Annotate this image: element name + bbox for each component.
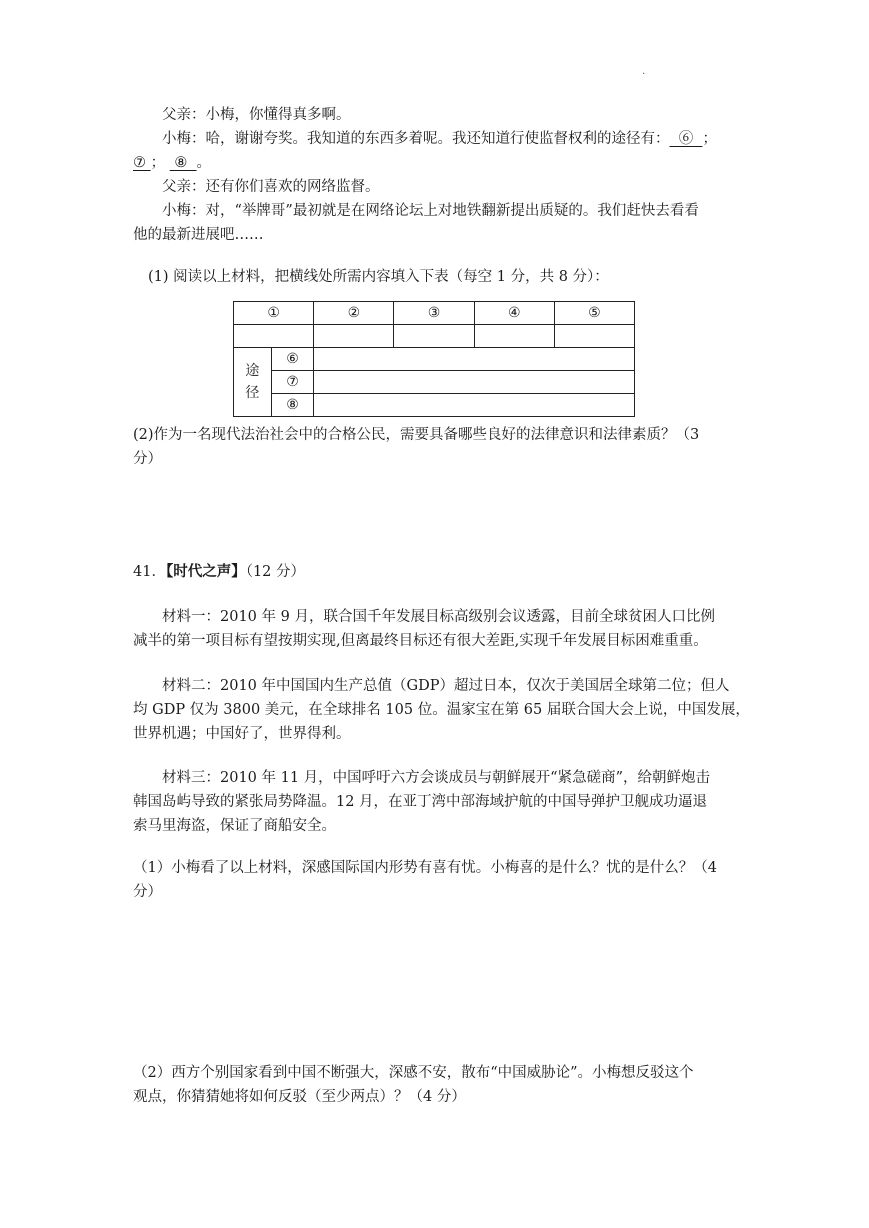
- question-41-2-line-2: 观点，你猜猜她将如何反驳（至少两点）？（4 分）: [133, 1089, 466, 1105]
- header-cell: ⑤: [554, 302, 634, 325]
- answer-cell-3[interactable]: [394, 325, 474, 348]
- route-answer-cell-6[interactable]: [314, 348, 635, 371]
- route-marker: ⑦: [271, 371, 314, 394]
- question-41-2-line-1: （2）西方个别国家看到中国不断强大，深感不安，散布“中国威胁论”。小梅想反驳这个: [133, 1065, 694, 1081]
- header-cell: ②: [314, 302, 394, 325]
- material-3-line-3: 索马里海盗，保证了商船安全。: [133, 818, 336, 834]
- separator: ；: [150, 155, 166, 171]
- material-2-line-3: 世界机遇；中国好了，世界得利。: [133, 726, 351, 742]
- question-41-title: 【时代之声】: [165, 564, 246, 580]
- dialogue-line-4: 小梅：对，“举牌哥”最初就是在网络论坛上对地铁翻新提出质疑的。我们赶快去看看: [162, 203, 699, 219]
- dialogue-line-3: 父亲：还有你们喜欢的网络监督。: [162, 179, 380, 195]
- dialogue-line-2: [162, 128, 717, 150]
- dialogue-line-1: 父亲：小梅，你懂得真多啊。: [162, 107, 351, 123]
- dialogue-line-5: 他的最新进展吧……: [133, 227, 264, 243]
- question-41-1-line-2: 分）: [133, 884, 162, 900]
- question-41-number: 41．: [133, 564, 166, 580]
- question-1-text: (1) 阅读以上材料，把横线处所需内容填入下表（每空 1 分，共 8 分）：: [148, 269, 609, 285]
- route-label-char-2: 径: [245, 385, 260, 401]
- blank-6: ⑥: [669, 131, 703, 147]
- header-cell: ①: [234, 302, 314, 325]
- blank-8: ⑧: [169, 155, 197, 171]
- material-2-line-1: 材料二：2010 年中国国内生产总值（GDP）超过日本，仅次于美国居全球第二位；但人: [162, 678, 730, 694]
- header-cell: ④: [474, 302, 554, 325]
- question-41-1-line-1: （1）小梅看了以上材料，深感国际国内形势有喜有忧。小梅喜的是什么？忧的是什么？（4: [133, 860, 717, 876]
- question-41-score: （12 分）: [245, 564, 306, 580]
- answer-cell-1[interactable]: [234, 325, 314, 348]
- route-row-7: [234, 371, 635, 394]
- route-answer-cell-7[interactable]: [314, 371, 635, 394]
- material-1-line-1: 材料一：2010 年 9 月，联合国千年发展目标高级别会议透露，目前全球贫困人口比例: [162, 609, 715, 625]
- route-row-6: [234, 348, 635, 371]
- header-cell: ③: [394, 302, 474, 325]
- separator: ；: [702, 131, 717, 147]
- question-2-line-2: 分）: [133, 451, 162, 467]
- answer-cell-4[interactable]: [474, 325, 554, 348]
- material-1-line-2: 减半的第一项目标有望按期实现,但离最终目标还有很大差距,实现千年发展目标困难重重。: [133, 633, 708, 649]
- material-2-line-2: 均 GDP 仅为 3800 美元，在全球排名 105 位。温家宝在第 65 届联合国大会上说，中国发展，: [133, 702, 750, 718]
- answer-cell-5[interactable]: [554, 325, 634, 348]
- answer-table: [233, 301, 635, 417]
- question-2-line-1: (2)作为一名现代法治社会中的合格公民，需要具备哪些良好的法律意识和法律素质？（3: [133, 427, 700, 443]
- route-answer-cell-8[interactable]: [314, 394, 635, 417]
- route-marker: ⑧: [271, 394, 314, 417]
- route-marker: ⑥: [271, 348, 314, 371]
- material-3-line-1: 材料三：2010 年 11 月，中国呼吁六方会谈成员与朝鲜展开“紧急磋商”，给朝鲜炮击: [162, 770, 711, 786]
- blank-7: ⑦: [133, 155, 151, 171]
- table-answer-row: [234, 325, 635, 348]
- material-3-line-2: 韩国岛屿导致的紧张局势降温。12 月，在亚丁湾中部海域护航的中国导弹护卫舰成功逼退: [133, 794, 708, 810]
- sentence-end: 。: [196, 155, 212, 171]
- dialogue-line-2-text: 小梅：哈，谢谢夸奖。我知道的东西多着呢。我还知道行使监督权利的途径有：: [162, 131, 670, 147]
- answer-cell-2[interactable]: [314, 325, 394, 348]
- dialogue-line-2-cont: [133, 152, 211, 174]
- table-header-row: [234, 302, 635, 325]
- page-mark: .: [642, 66, 646, 77]
- question-41-heading: [133, 561, 305, 583]
- route-row-8: [234, 394, 635, 417]
- route-label-char-1: 途: [245, 363, 260, 379]
- route-label: [234, 348, 272, 417]
